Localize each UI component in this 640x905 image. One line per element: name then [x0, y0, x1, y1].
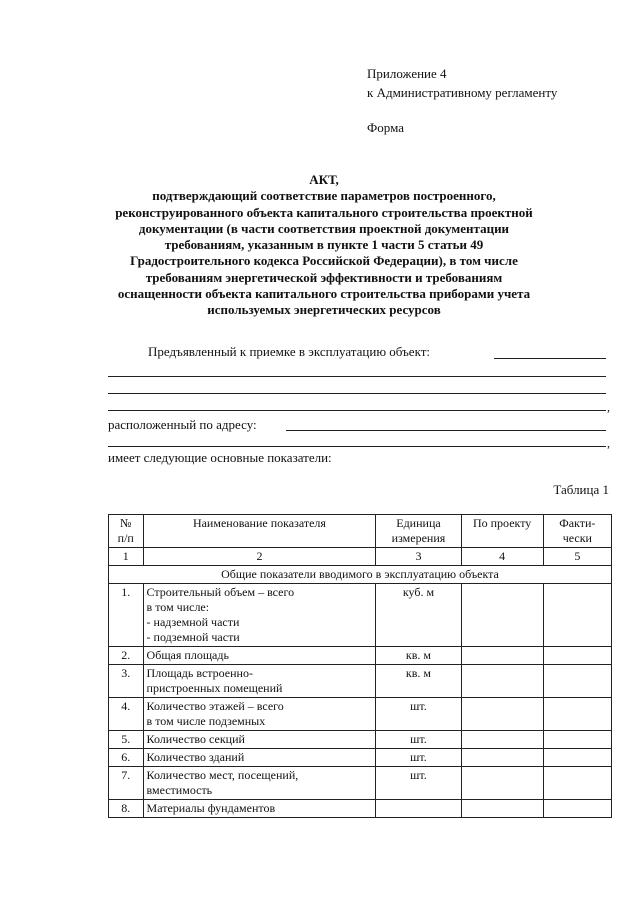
- indicators-label: имеет следующие основные показатели:: [108, 450, 332, 465]
- row-number: 8.: [109, 800, 144, 818]
- title-line: требованиям, указанным в пункте 1 части 5 статьи 49: [164, 237, 484, 253]
- indicator-name: [143, 584, 376, 647]
- column-number: 3: [376, 548, 461, 566]
- row-number: 4.: [109, 698, 144, 731]
- row-number: 5.: [109, 731, 144, 749]
- indicator-name-line: пристроенных помещений: [146, 681, 283, 695]
- object-blank-line[interactable]: [108, 393, 606, 394]
- actual-value-cell[interactable]: [543, 647, 611, 665]
- project-value-cell[interactable]: [461, 647, 543, 665]
- project-value-cell[interactable]: [461, 800, 543, 818]
- form-label: Форма: [367, 120, 404, 135]
- unit-cell: кв. м: [376, 647, 461, 665]
- object-label: Предъявленный к приемке в эксплуатацию объект:: [148, 344, 431, 359]
- table-row: [109, 584, 612, 647]
- row-number: 7.: [109, 767, 144, 800]
- indicator-name: [143, 647, 376, 665]
- indicator-name-line: Количество секций: [146, 732, 245, 746]
- title-line: Градостроительного кодекса Российской Федерации), в том числе: [130, 253, 518, 269]
- indicator-name: [143, 698, 376, 731]
- unit-cell: [376, 800, 461, 818]
- actual-value-cell[interactable]: [543, 698, 611, 731]
- table-row: [109, 800, 612, 818]
- title-line: оснащенности объекта капитального строительства приборами учета: [117, 286, 531, 302]
- unit-cell: шт.: [376, 749, 461, 767]
- indicator-name-line: Общая площадь: [146, 648, 229, 662]
- header-actual: Факти- чески: [543, 515, 611, 548]
- project-value-cell[interactable]: [461, 767, 543, 800]
- table-row: [109, 647, 612, 665]
- appendix-number: Приложение 4: [367, 66, 447, 81]
- table-row: [109, 749, 612, 767]
- actual-value-cell[interactable]: [543, 584, 611, 647]
- indicator-name-line: Строительный объем – всего: [146, 585, 295, 599]
- object-blank-line[interactable]: [494, 358, 606, 359]
- indicator-name-line: Площадь встроенно-: [146, 666, 253, 680]
- column-number: 1: [109, 548, 144, 566]
- project-value-cell[interactable]: [461, 731, 543, 749]
- actual-value-cell[interactable]: [543, 731, 611, 749]
- table-header-row: [109, 515, 612, 548]
- header-unit: Единица измерения: [376, 515, 461, 548]
- section-row: [109, 566, 612, 584]
- actual-value-cell[interactable]: [543, 767, 611, 800]
- row-number: 3.: [109, 665, 144, 698]
- header-project: По проекту: [461, 515, 543, 548]
- address-blank-line[interactable]: [108, 446, 606, 447]
- indicator-name-line: Количество мест, посещений,: [146, 768, 299, 782]
- project-value-cell[interactable]: [461, 698, 543, 731]
- indicator-name-line: - подземной части: [146, 630, 240, 644]
- actual-value-cell[interactable]: [543, 800, 611, 818]
- title-line: используемых энергетических ресурсов: [207, 302, 441, 318]
- unit-cell: шт.: [376, 698, 461, 731]
- header-indicator-name: Наименование показателя: [143, 515, 376, 548]
- indicator-name: [143, 800, 376, 818]
- indicator-name-line: Количество этажей – всего: [146, 699, 284, 713]
- indicator-name: [143, 749, 376, 767]
- title-line: АКТ,: [309, 172, 339, 187]
- project-value-cell[interactable]: [461, 584, 543, 647]
- address-label: расположенный по адресу:: [108, 417, 257, 432]
- row-number: 2.: [109, 647, 144, 665]
- actual-value-cell[interactable]: [543, 665, 611, 698]
- indicator-name-line: вместимость: [146, 783, 213, 797]
- document-title: [108, 172, 540, 319]
- table-caption: Таблица 1: [553, 482, 609, 497]
- column-number: 2: [143, 548, 376, 566]
- unit-cell: шт.: [376, 767, 461, 800]
- project-value-cell[interactable]: [461, 665, 543, 698]
- row-number: 1.: [109, 584, 144, 647]
- appendix-reference: [367, 64, 557, 102]
- indicator-name-line: - надземной части: [146, 615, 240, 629]
- project-value-cell[interactable]: [461, 749, 543, 767]
- object-blank-line[interactable]: [108, 376, 606, 377]
- title-line: требованиям энергетической эффективности и требованиям: [145, 269, 503, 285]
- indicator-name-line: в том числе подземных: [146, 714, 266, 728]
- row-number: 6.: [109, 749, 144, 767]
- table-row: [109, 767, 612, 800]
- line-end-comma: ,: [607, 436, 610, 450]
- indicators-table: [108, 514, 612, 818]
- table-row: [109, 731, 612, 749]
- indicator-name: [143, 665, 376, 698]
- table-row: [109, 665, 612, 698]
- unit-cell: кв. м: [376, 665, 461, 698]
- section-title: Общие показатели вводимого в эксплуатацию объекта: [109, 566, 612, 584]
- unit-cell: шт.: [376, 731, 461, 749]
- indicator-name: [143, 767, 376, 800]
- title-line: документации (в части соответствия проектной документации: [138, 220, 510, 236]
- table-body: [109, 584, 612, 818]
- header-number: № п/п: [109, 515, 144, 548]
- column-number-row: [109, 548, 612, 566]
- unit-cell: куб. м: [376, 584, 461, 647]
- address-blank-line[interactable]: [286, 430, 606, 431]
- title-line: подтверждающий соответствие параметров построенного,: [152, 188, 496, 204]
- actual-value-cell[interactable]: [543, 749, 611, 767]
- column-number: 4: [461, 548, 543, 566]
- title-line: реконструированного объекта капитального строительства проектной: [115, 204, 533, 220]
- column-number: 5: [543, 548, 611, 566]
- object-blank-line[interactable]: [108, 410, 606, 411]
- table-row: [109, 698, 612, 731]
- indicator-name-line: в том числе:: [146, 600, 210, 614]
- line-end-comma: ,: [607, 400, 610, 414]
- indicator-name-line: Количество зданий: [146, 750, 245, 764]
- indicator-name-line: Материалы фундаментов: [146, 801, 276, 815]
- appendix-regulation: к Административному регламенту: [367, 85, 558, 100]
- indicator-name: [143, 731, 376, 749]
